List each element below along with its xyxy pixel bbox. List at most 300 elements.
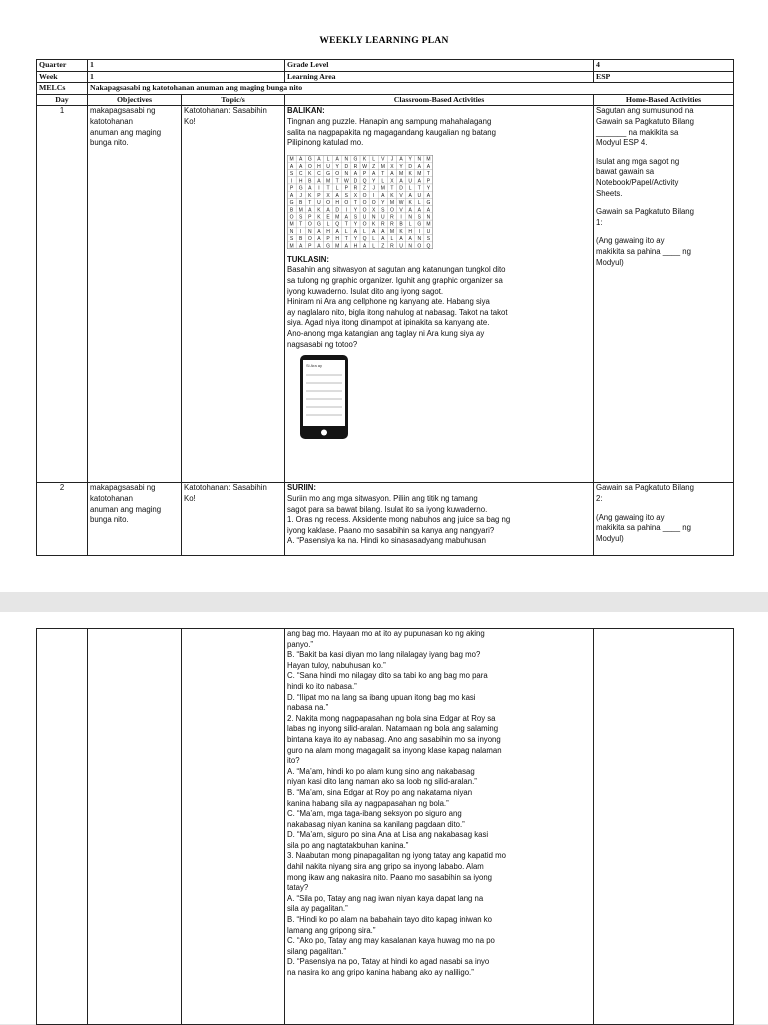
objective-line: anuman ang maging xyxy=(90,504,162,514)
puzzle-letter: T xyxy=(344,235,348,242)
puzzle-letter: I xyxy=(400,214,402,221)
puzzle-letter: N xyxy=(417,235,422,242)
puzzle-letter: C xyxy=(298,170,303,177)
puzzle-letter: Y xyxy=(353,207,358,214)
puzzle-letter: Y xyxy=(353,235,358,242)
puzzle-letter: K xyxy=(390,192,394,199)
puzzle-letter: O xyxy=(371,199,376,206)
puzzle-letter: P xyxy=(317,192,321,199)
puzzle-letter: O xyxy=(389,207,394,214)
puzzle-letter: D xyxy=(353,178,358,185)
puzzle-letter: R xyxy=(381,221,385,228)
puzzle-letter: I xyxy=(290,178,293,185)
activity-line: ang bag mo. Hayaan mo at ito ay pupunasan ko ng aking xyxy=(287,629,485,638)
activity-line: D. “Ma’am, siguro po sina Ana at Lisa ang nakabasag kasi xyxy=(287,830,489,840)
puzzle-letter: D xyxy=(335,207,339,214)
activity-line: 1. Oras ng recess. Aksidente mong nabuhos ang juice sa bag ng xyxy=(287,515,511,525)
activity-line: na nasira ko ang gripo kanina habang ako ay naliligo.” xyxy=(287,968,474,977)
home-line: _______ na makikita sa xyxy=(596,127,679,137)
column-header-row xyxy=(37,94,734,106)
puzzle-letter: Z xyxy=(381,243,385,249)
puzzle-letter: D xyxy=(408,163,412,170)
puzzle-letter: S xyxy=(344,192,348,199)
puzzle-letter: Q xyxy=(362,178,367,185)
day-2-continued-row xyxy=(37,629,734,1025)
puzzle-letter: V xyxy=(399,207,403,214)
puzzle-letter: L xyxy=(417,199,421,206)
activity-line: silang pagalitan.” xyxy=(287,946,346,956)
day-2-row xyxy=(37,483,734,556)
puzzle-letter: A xyxy=(299,243,303,249)
puzzle-letter: K xyxy=(308,170,312,177)
puzzle-letter: I xyxy=(345,207,348,214)
puzzle-letter: L xyxy=(363,228,366,235)
puzzle-letter: I xyxy=(318,185,320,192)
puzzle-letter: A xyxy=(362,243,367,249)
puzzle-letter: M xyxy=(389,199,395,206)
puzzle-letter: S xyxy=(381,207,385,214)
puzzle-letter: A xyxy=(317,228,321,235)
puzzle-letter: A xyxy=(399,235,403,242)
puzzle-letter: E xyxy=(326,214,330,221)
puzzle-letter: S xyxy=(353,214,358,221)
puzzle-letter: T xyxy=(417,185,421,192)
activity-line: sa tulong ng graphic organizer. Iguhit ang graphic organizer sa xyxy=(287,275,503,285)
puzzle-letter: V xyxy=(399,192,403,199)
activity-line: Hayan tuloy, nabuhusan ko.” xyxy=(287,660,386,670)
puzzle-letter: O xyxy=(362,221,367,228)
activity-line: sila ay pagalitan.” xyxy=(287,904,348,914)
puzzle-letter: L xyxy=(372,156,376,163)
puzzle-letter: A xyxy=(299,163,303,170)
puzzle-letter: I xyxy=(299,228,302,235)
puzzle-letter: A xyxy=(426,192,431,199)
puzzle-letter: B xyxy=(308,178,312,185)
puzzle-letter: W xyxy=(343,178,349,185)
activity-line: Basahin ang sitwasyon at sagutan ang katanungan tungkol dito xyxy=(287,265,506,275)
activity-line: bintana kaya ito ay nabasag. Ano ang sasabihin mo sa inyong xyxy=(287,734,501,744)
puzzle-letter: N xyxy=(408,214,412,221)
topic-line: Katotohanan: Sasabihin xyxy=(184,483,267,493)
column-header-objectives: Objectives xyxy=(88,94,182,106)
puzzle-letter: M xyxy=(389,228,395,235)
puzzle-letter: M xyxy=(380,185,385,192)
activity-line: D. “Pasensiya na po, Tatay at hindi ko agad nasabi sa inyo xyxy=(287,957,490,967)
puzzle-letter: Z xyxy=(363,185,367,192)
home-line: Notebook/Papel/Activity xyxy=(596,177,679,187)
puzzle-letter: A xyxy=(353,170,358,177)
puzzle-letter: M xyxy=(398,170,404,177)
puzzle-letter: A xyxy=(417,207,421,214)
puzzle-letter: M xyxy=(289,221,294,228)
week-label: Week xyxy=(37,71,88,83)
puzzle-letter: P xyxy=(426,178,431,185)
activity-line: B. “Hindi ko po alam na babahain tayo dito kapag iniwan ko xyxy=(287,915,493,925)
puzzle-letter: X xyxy=(372,207,376,214)
puzzle-letter: K xyxy=(408,199,412,206)
puzzle-letter: Q xyxy=(335,221,340,228)
puzzle-letter: D xyxy=(344,163,349,170)
day-number: 2 xyxy=(37,483,88,556)
puzzle-letter: A xyxy=(308,207,312,214)
puzzle-letter: U xyxy=(362,214,367,221)
header-row-melcs xyxy=(37,83,734,95)
puzzle-letter: U xyxy=(326,163,330,170)
home-activities-cell xyxy=(594,106,734,483)
puzzle-letter: A xyxy=(335,228,339,235)
puzzle-letter: H xyxy=(408,228,412,235)
activity-line: iyong kaklase. Paano mo sasabihin sa kanya ang nangyari? xyxy=(287,525,495,535)
classroom-activities-continued xyxy=(285,629,594,1025)
activity-line: A. “Pasensiya ka na. Hindi ko sinasasadyang mabuhusan xyxy=(287,536,486,546)
objective-line: katotohanan xyxy=(90,116,133,126)
puzzle-letter: O xyxy=(362,207,367,214)
puzzle-letter: N xyxy=(408,243,412,249)
puzzle-letter: L xyxy=(326,156,330,163)
activity-line: Suriin mo ang mga sitwasyon. Piliin ang titik ng tamang xyxy=(287,493,478,503)
puzzle-letter: A xyxy=(317,156,321,163)
melcs-label: MELCs xyxy=(37,83,88,95)
puzzle-letter: A xyxy=(353,228,358,235)
puzzle-letter: L xyxy=(335,185,339,192)
activity-line: guro na alam mong magagalit sa inyong klase kapag nalaman xyxy=(287,745,502,755)
puzzle-letter: Y xyxy=(381,199,385,206)
puzzle-letter: G xyxy=(289,199,294,206)
home-line: Modyul ESP 4. xyxy=(596,138,648,148)
home-line: Gawain sa Pagkatuto Bilang xyxy=(596,483,694,493)
puzzle-letter: L xyxy=(408,221,412,228)
activity-line: siya. Agad niya itong dinampot at ipinakita sa kanyang ate. xyxy=(287,318,490,328)
activity-line: C. “Ma’am, mga taga-ibang seksyon po siguro ang xyxy=(287,809,462,819)
puzzle-letter: L xyxy=(344,228,348,235)
quarter-label: Quarter xyxy=(37,60,88,72)
puzzle-letter: K xyxy=(362,156,367,163)
column-header-day: Day xyxy=(37,94,88,106)
activity-line: Hiniram ni Ara ang cellphone ng kanyang ate. Habang siya xyxy=(287,297,490,307)
topic-cell xyxy=(182,106,285,483)
puzzle-letter: M xyxy=(289,156,294,163)
puzzle-letter: O xyxy=(326,199,331,206)
activity-line: mong ikaw ang nakasira nito. Paano mo sasabihin sa iyong xyxy=(287,872,493,882)
header-row-week xyxy=(37,71,734,83)
home-line: makikita sa pahina ____ ng xyxy=(596,246,691,256)
puzzle-letter: O xyxy=(307,221,312,228)
puzzle-letter: J xyxy=(390,156,394,163)
puzzle-letter: P xyxy=(289,185,294,192)
activity-line: kanina habang sila ay nagpapasahan ng bola.” xyxy=(287,798,449,808)
puzzle-letter: L xyxy=(372,243,376,249)
puzzle-letter: K xyxy=(372,221,376,228)
puzzle-letter: A xyxy=(344,243,348,249)
puzzle-letter: U xyxy=(399,243,403,249)
objective-line: bunga nito. xyxy=(90,515,129,525)
activity-line: nagsasabi ng totoo? xyxy=(287,339,358,349)
puzzle-letter: O xyxy=(289,214,294,221)
puzzle-letter: P xyxy=(344,185,348,192)
puzzle-letter: X xyxy=(326,192,330,199)
puzzle-letter: H xyxy=(317,163,321,170)
grade-level-value: 4 xyxy=(594,60,734,72)
activity-line: C. “Ako po, Tatay ang may kasalanan kaya huwag mo na po xyxy=(287,936,495,946)
puzzle-letter: G xyxy=(426,199,431,206)
puzzle-letter: A xyxy=(381,192,385,199)
puzzle-letter: H xyxy=(326,228,330,235)
puzzle-letter: M xyxy=(298,207,303,214)
puzzle-letter: S xyxy=(426,235,431,242)
activity-line: niyan kasi dito lang naman ako sa loob ng silid-aralan.” xyxy=(287,777,477,787)
puzzle-letter: N xyxy=(289,228,294,235)
home-line: makikita sa pahina ____ ng xyxy=(596,523,691,533)
puzzle-letter: P xyxy=(308,214,312,221)
document-page-2 xyxy=(0,612,768,1024)
puzzle-letter: T xyxy=(344,221,348,228)
puzzle-letter: B xyxy=(399,221,403,228)
phone-home-button xyxy=(321,430,327,436)
activity-line: sila po ang nagtatakbuhan kanina.” xyxy=(287,840,409,850)
puzzle-letter: A xyxy=(426,163,431,170)
puzzle-letter: G xyxy=(326,243,331,249)
puzzle-letter: S xyxy=(289,170,294,177)
puzzle-letter: M xyxy=(426,221,431,228)
puzzle-letter: S xyxy=(299,214,303,221)
puzzle-letter: K xyxy=(317,214,321,221)
objective-line: makapagsasabi ng xyxy=(90,106,156,116)
objective-line: bunga nito. xyxy=(90,138,129,148)
puzzle-letter: A xyxy=(326,207,330,214)
activity-line: A. “Ma’am, hindi ko po alam kung sino ang nakabasag xyxy=(287,766,475,776)
puzzle-letter: A xyxy=(308,185,312,192)
puzzle-letter: T xyxy=(326,185,330,192)
home-activities-cell xyxy=(594,483,734,556)
puzzle-letter: A xyxy=(317,243,321,249)
puzzle-letter: R xyxy=(353,185,358,192)
puzzle-letter: L xyxy=(390,235,394,242)
puzzle-letter: H xyxy=(335,199,339,206)
puzzle-letter: A xyxy=(426,207,431,214)
topic-cell xyxy=(182,483,285,556)
learning-plan-table xyxy=(36,59,734,556)
grade-level-label: Grade Level xyxy=(285,60,594,72)
objectives-cell xyxy=(88,106,182,483)
learning-plan-table-continued xyxy=(36,628,734,1025)
puzzle-letter: W xyxy=(362,163,367,170)
activity-line: 3. Naabutan mong pinapagalitan ng iyong tatay ang kapatid mo xyxy=(287,851,506,861)
puzzle-letter: U xyxy=(426,228,431,235)
puzzle-letter: V xyxy=(381,156,385,163)
objectives-cell xyxy=(88,483,182,556)
puzzle-letter: O xyxy=(344,199,349,206)
objectives-cell-empty xyxy=(88,629,182,1025)
puzzle-letter: P xyxy=(362,170,367,177)
puzzle-letter: A xyxy=(408,235,412,242)
puzzle-letter: L xyxy=(372,235,376,242)
puzzle-letter: N xyxy=(371,214,376,221)
day-number: 1 xyxy=(37,106,88,483)
puzzle-letter: P xyxy=(326,235,330,242)
puzzle-letter: N xyxy=(426,214,431,221)
home-line: Gawain sa Pagkatuto Bilang xyxy=(596,116,694,126)
puzzle-letter: A xyxy=(408,207,412,214)
puzzle-letter: L xyxy=(326,221,330,228)
puzzle-letter: L xyxy=(381,178,385,185)
home-line: 2: xyxy=(596,493,603,503)
puzzle-letter: T xyxy=(335,178,339,185)
activity-line: A. “Sila po, Tatay ang nag iwan niyan kaya dapat lang na xyxy=(287,893,484,903)
document-title: WEEKLY LEARNING PLAN xyxy=(319,36,449,46)
puzzle-letter: Y xyxy=(399,163,403,170)
learning-area-label: Learning Area xyxy=(285,71,594,83)
activity-line: iyong kuwaderno. Isulat dito ang iyong sagot. xyxy=(287,286,444,296)
topic-line: Ko! xyxy=(184,493,196,503)
home-activities-cell-empty xyxy=(594,629,734,1025)
puzzle-letter: A xyxy=(408,192,412,199)
puzzle-letter: H xyxy=(353,243,358,249)
objective-line: anuman ang maging xyxy=(90,127,162,137)
puzzle-letter: J xyxy=(299,192,302,199)
puzzle-letter: A xyxy=(372,228,376,235)
puzzle-letter: B xyxy=(299,199,303,206)
balikan-heading: BALIKAN: xyxy=(287,106,325,116)
activity-line: ay naglalaro nito, bigla itong nahulog at nabasag. Takot na takot xyxy=(287,307,508,317)
activity-line: B. “Ma’am, sina Edgar at Roy po ang nakatama niyan xyxy=(287,787,473,797)
puzzle-letter: L xyxy=(408,185,412,192)
puzzle-letter: Q xyxy=(426,243,431,249)
puzzle-letter: A xyxy=(317,235,321,242)
puzzle-letter: O xyxy=(307,163,312,170)
puzzle-letter: N xyxy=(308,228,312,235)
activity-line: panyo.” xyxy=(287,639,314,649)
puzzle-letter: I xyxy=(418,228,421,235)
puzzle-letter: R xyxy=(390,214,394,221)
puzzle-letter: K xyxy=(399,228,403,235)
home-line: (Ang gawaing ito ay xyxy=(596,512,665,522)
activity-line: nabasa na.” xyxy=(287,703,329,713)
puzzle-letter: G xyxy=(316,221,321,228)
activity-line: dahil nakita niyang sira ang gripo sa inyong lababo. Alam xyxy=(287,862,484,872)
puzzle-letter: Q xyxy=(362,235,367,242)
puzzle-letter: A xyxy=(381,228,385,235)
topic-line: Katotohanan: Sasabihin xyxy=(184,106,267,116)
activity-line: sagot para sa bawat bilang. Isulat ito sa iyong kuwaderno. xyxy=(287,504,488,514)
home-line: Sagutan ang sumusunod na xyxy=(596,106,694,116)
puzzle-letter: M xyxy=(417,170,422,177)
home-line: (Ang gawaing ito ay xyxy=(596,236,665,246)
puzzle-letter: N xyxy=(344,156,349,163)
puzzle-letter: T xyxy=(353,199,357,206)
puzzle-letter: M xyxy=(289,243,294,249)
objective-line: makapagsasabi ng xyxy=(90,483,156,493)
puzzle-letter: A xyxy=(390,170,394,177)
puzzle-letter: D xyxy=(399,185,403,192)
puzzle-letter: O xyxy=(362,199,367,206)
activity-line: lamang ang gripong sira.” xyxy=(287,925,376,935)
activity-line: Pilipinong katulad mo. xyxy=(287,138,364,148)
puzzle-letter: R xyxy=(390,221,394,228)
puzzle-letter: Z xyxy=(372,163,376,170)
puzzle-letter: Y xyxy=(426,185,431,192)
puzzle-letter: H xyxy=(298,178,303,185)
puzzle-letter: N xyxy=(417,156,422,163)
puzzle-letter: O xyxy=(307,235,312,242)
activity-line: 2. Nakita mong nagpapasahan ng bola sina Edgar at Roy sa xyxy=(287,713,496,723)
puzzle-letter: M xyxy=(426,156,431,163)
puzzle-letter: Y xyxy=(335,163,339,170)
puzzle-letter: A xyxy=(335,192,339,199)
puzzle-letter: T xyxy=(381,170,385,177)
puzzle-letter: M xyxy=(325,178,331,185)
objective-line: katotohanan xyxy=(90,493,133,503)
suriin-heading: SURIIN: xyxy=(287,483,317,493)
puzzle-letter: A xyxy=(417,163,421,170)
day-1-row xyxy=(37,106,734,483)
puzzle-letter: B xyxy=(289,207,294,214)
puzzle-letter: G xyxy=(307,156,312,163)
puzzle-letter: X xyxy=(390,178,394,185)
classroom-activities-cell xyxy=(285,106,594,483)
puzzle-letter: A xyxy=(299,156,303,163)
day-cell-empty xyxy=(37,629,88,1025)
puzzle-letter: U xyxy=(317,199,321,206)
puzzle-letter: A xyxy=(381,235,385,242)
puzzle-letter: G xyxy=(298,185,303,192)
puzzle-letter: X xyxy=(353,192,358,199)
home-line: Modyul) xyxy=(596,257,624,267)
puzzle-letter: K xyxy=(317,207,321,214)
puzzle-letter: M xyxy=(380,163,385,170)
puzzle-letter: K xyxy=(408,170,412,177)
puzzle-letter: I xyxy=(372,192,375,199)
activity-line: nakabasag niyan kanina sa kanilang pagdaan dito.” xyxy=(287,819,465,829)
column-header-topics: Topic/s xyxy=(182,94,285,106)
puzzle-letter: R xyxy=(353,163,358,170)
puzzle-letter: S xyxy=(289,235,294,242)
puzzle-letter: N xyxy=(344,170,349,177)
puzzle-letter: A xyxy=(289,192,294,199)
puzzle-letter: A xyxy=(372,170,376,177)
puzzle-letter: A xyxy=(335,156,339,163)
puzzle-letter: U xyxy=(408,178,412,185)
puzzle-letter: T xyxy=(299,221,303,228)
puzzle-letter: X xyxy=(390,163,394,170)
puzzle-letter: S xyxy=(417,214,421,221)
puzzle-letter: K xyxy=(308,192,312,199)
phone-label: Si Ara ay xyxy=(306,363,323,369)
puzzle-letter: C xyxy=(317,170,321,177)
puzzle-letter: A xyxy=(399,178,403,185)
puzzle-letter: R xyxy=(390,243,394,249)
activity-line: hindi ko ito nabasa.” xyxy=(287,681,357,691)
activity-line: B. “Bakit ba kasi diyan mo lang nilalagay iyang bag mo? xyxy=(287,650,481,660)
header-row-quarter xyxy=(37,60,734,72)
topic-cell-empty xyxy=(182,629,285,1025)
puzzle-letter: T xyxy=(308,199,312,206)
activity-line: ito? xyxy=(287,756,300,766)
puzzle-letter: A xyxy=(417,178,421,185)
puzzle-letter: A xyxy=(289,163,294,170)
phone-screen xyxy=(303,360,345,426)
home-line: bawat gawain sa xyxy=(596,167,655,177)
puzzle-letter: G xyxy=(417,221,422,228)
phone-graphic-organizer xyxy=(299,354,349,440)
home-line: Gawain sa Pagkatuto Bilang xyxy=(596,207,694,217)
activity-line: tatay? xyxy=(287,883,309,893)
puzzle-letter: Y xyxy=(408,156,412,163)
puzzle-letter: U xyxy=(417,192,422,199)
puzzle-letter: Y xyxy=(372,178,376,185)
tuklasin-heading: TUKLASIN: xyxy=(287,254,330,264)
puzzle-letter: W xyxy=(398,199,404,206)
home-line: 1: xyxy=(596,217,603,227)
